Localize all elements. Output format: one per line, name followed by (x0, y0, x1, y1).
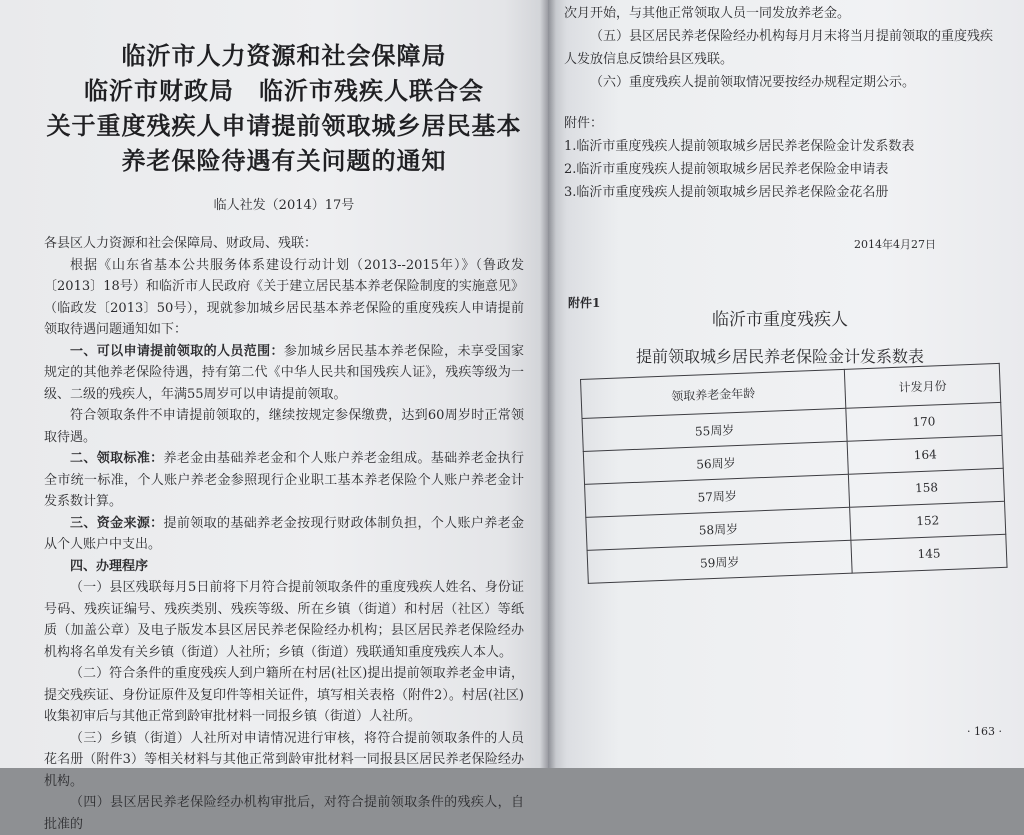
cell-age: 57周岁 (585, 474, 850, 517)
issue-date: 2014年4月27日 (854, 238, 936, 251)
document-number: 临人社发（2014）17号 (213, 198, 355, 213)
coefficient-table (580, 363, 1008, 584)
title-line-3: 关于重度残疾人申请提前领取城乡居民基本 (46, 111, 522, 140)
section-4-heading: 四、办理程序 (70, 558, 149, 574)
cell-months: 158 (848, 468, 1004, 507)
section-3-heading: 三、资金来源： (70, 515, 164, 531)
continued-line-3: （六）重度残疾人提前领取情况要按经办规程定期公示。 (590, 75, 916, 90)
intro-paragraph: 根据《山东省基本公共服务体系建设行动计划（2013--2015年）》（鲁政发〔2013〕18号）和临沂市人民政府《关于建立居民基本养老保险制度的实施意见》（临政发〔2013〕50号），现就参加城乡居民基本养老保险的重度残疾人申请提前领取待遇问题通知如下： (44, 257, 524, 337)
section-1-body: 参加城乡居民基本养老保险，未享受国家规定的其他养老保险待遇，持有第二代《中华人民共和国残疾人证》，残疾等级为一级、二级的残疾人，年满55周岁可以申请提前领取。 (44, 343, 524, 402)
procedure-item-3: （三）乡镇（街道）人社所对申请情况进行审核，将符合提前领取条件的人员花名册（附件3）等相关材料与其他正常到龄审批材料一同报县区居民养老保险经办机构。 (44, 730, 524, 789)
attachment-item-3: 3.临沂市重度残疾人提前领取城乡居民养老保险金花名册 (564, 185, 889, 200)
table-title-line-2: 提前领取城乡居民养老保险金计发系数表 (635, 347, 924, 366)
cell-age: 55周岁 (582, 408, 847, 451)
continued-line-2: （五）县区居民养老保险经办机构每月月末将当月提前领取的重度残疾人发放信息反馈给县区残联。 (564, 29, 994, 67)
section-1-heading: 一、可以申请提前领取的人员范围： (70, 343, 284, 359)
section-2-body: 养老金由基础养老金和个人账户养老金组成。基础养老金执行全市统一标准，个人账户养老金参照现行企业职工基本养老保险个人账户养老金计发系数计算。 (44, 451, 524, 509)
section-1 (44, 341, 524, 406)
section-3 (44, 513, 524, 556)
cell-age: 56周岁 (583, 441, 848, 484)
section-3-body: 提前领取的基础养老金按现行财政体制负担，个人账户养老金从个人账户中支出。 (44, 515, 524, 552)
procedure-item-2: （二）符合条件的重度残疾人到户籍所在村居(社区)提出提前领取养老金申请，提交残疾证、身份证原件及复印件等相关证件，填写相关表格（附件2）。村居(社区)收集初审后与其他正常到龄审批材料一同报乡镇（街道）人社所。 (44, 666, 524, 724)
table-title-line-1: 临沂市重度残疾人 (712, 310, 848, 330)
section-2 (44, 448, 524, 513)
continued-line-1: 次月开始，与其他正常领取人员一同发放养老金。 (564, 6, 851, 21)
book-gutter (540, 0, 556, 768)
right-page (548, 0, 1024, 768)
cell-age: 58周岁 (586, 507, 851, 550)
attachment-item-1: 1.临沂市重度残疾人提前领取城乡居民养老保险金计发系数表 (564, 139, 915, 154)
header-months: 计发月份 (844, 363, 1000, 408)
cell-months: 152 (850, 501, 1006, 540)
appendix-label: 附件1 (568, 296, 601, 310)
attachments-label: 附件： (564, 116, 604, 131)
page-number: · 163 · (967, 725, 1002, 738)
cell-months: 164 (847, 435, 1003, 474)
title-line-1: 临沂市人力资源和社会保障局 (121, 41, 447, 70)
section-2-heading: 二、领取标准： (70, 451, 164, 466)
salutation: 各县区人力资源和社会保障局、财政局、残联： (44, 236, 318, 251)
cell-months: 145 (851, 534, 1007, 573)
title-line-4: 养老保险待遇有关问题的通知 (121, 146, 447, 175)
procedure-item-1: （一）县区残联每月5日前将下月符合提前领取条件的重度残疾人姓名、身份证号码、残疾证编号、残疾类别、残疾等级、所在乡镇（街道）和村居（社区）等纸质（加盖公章）及电子版发本县区居民养老保险经办机构；县区居民养老保险经办机构将名单发有关乡镇（街道）人社所；乡镇（街道）残联通知重度残疾人本人。 (44, 580, 524, 660)
section-1-extra: 符合领取条件不申请提前领取的，继续按规定参保缴费，达到60周岁时正常领取待遇。 (44, 408, 524, 445)
attachment-item-2: 2.临沂市重度残疾人提前领取城乡居民养老保险金申请表 (564, 162, 889, 177)
cell-age: 59周岁 (587, 540, 852, 583)
header-age: 领取养老金年龄 (581, 369, 846, 418)
procedure-item-4: （四）县区居民养老保险经办机构审批后，对符合提前领取条件的残疾人，自批准的 (44, 795, 524, 832)
cell-months: 170 (846, 402, 1002, 441)
title-line-2: 临沂市财政局 临沂市残疾人联合会 (84, 76, 484, 105)
